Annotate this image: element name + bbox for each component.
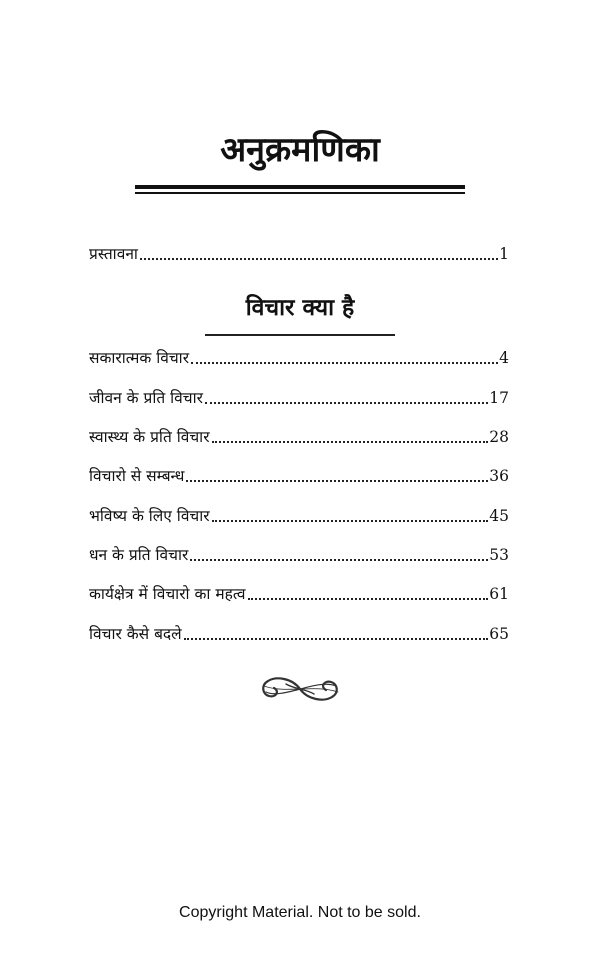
toc-entry[interactable] [89,622,509,646]
dot-leader [248,598,489,600]
toc-entry[interactable] [89,543,509,567]
title-double-rule [135,185,465,194]
toc-entry-label: सकारात्मक विचार [89,349,190,367]
toc-entry-label: भविष्य के लिए विचार [89,507,210,525]
dot-leader [205,402,488,404]
toc-entry-label: जीवन के प्रति विचार [89,389,203,407]
toc-entry-page: 4 [499,349,509,367]
copyright-notice: Copyright Material. Not to be sold. [179,904,421,921]
toc-entry[interactable] [89,386,509,410]
toc-entry-label: स्वास्थ्य के प्रति विचार [89,428,210,446]
toc-entry-label: प्रस्तावना [89,245,138,263]
dot-leader [212,441,489,443]
toc-entry[interactable] [89,582,509,606]
toc-entry[interactable] [89,504,509,528]
toc-entry[interactable] [89,464,509,488]
dot-leader [190,559,488,561]
toc-entry-page: 65 [489,625,509,643]
toc-entry-page: 17 [489,389,509,407]
dot-leader [191,362,498,364]
page-title: अनुक्रमणिका [220,130,380,170]
title-rule-thick [135,185,465,189]
section-underline [205,334,395,336]
toc-entry-page: 53 [489,546,509,564]
toc-entry-page: 1 [499,245,509,263]
toc-entry-page: 61 [489,585,509,603]
section-heading: विचार क्या है [245,294,355,321]
dot-leader [140,258,498,260]
toc-entry[interactable] [89,425,509,449]
title-rule-thin [135,192,465,194]
toc-entry-page: 28 [489,428,509,446]
dot-leader [186,480,488,482]
toc-entry-label: कार्यक्षेत्र में विचारो का महत्व [89,585,246,603]
toc-entry-page: 45 [489,507,509,525]
dot-leader [184,638,489,640]
toc-entry-intro[interactable] [89,242,509,266]
dot-leader [212,520,489,522]
toc-entry-label: विचार कैसे बदले [89,625,182,643]
toc-entry-page: 36 [489,467,509,485]
toc-entry-label: धन के प्रति विचार [89,546,189,564]
toc-entry-label: विचारो से सम्बन्ध [89,467,185,485]
toc-entry[interactable] [89,346,509,370]
flourish-ornament-icon [256,672,344,706]
